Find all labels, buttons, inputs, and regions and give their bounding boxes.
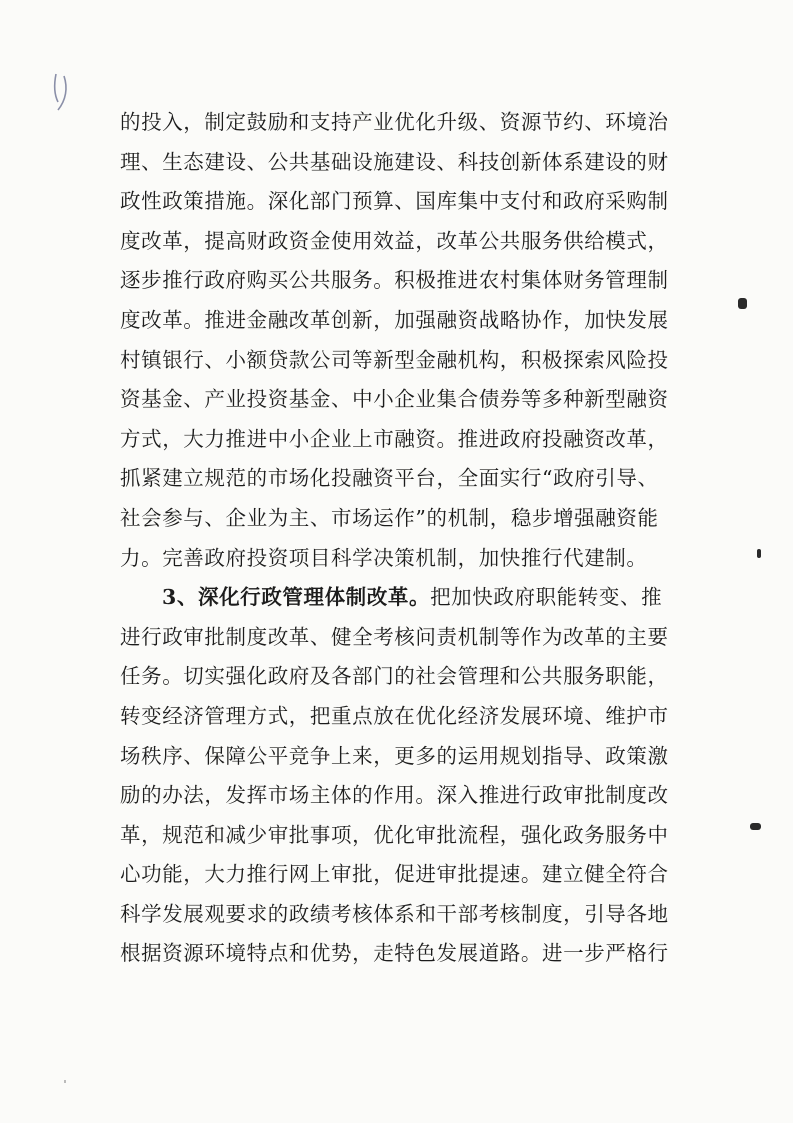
document-body <box>120 103 688 974</box>
binding-hole-mark <box>757 549 761 558</box>
text-line: 资基金、产业投资基金、中小企业集合债券等多种新型融资 <box>120 387 669 412</box>
text-line: 励的办法，发挥市场主体的作用。深入推进行政审批制度改 <box>120 783 669 808</box>
scan-speck <box>64 1080 66 1083</box>
text-line: 科学发展观要求的政绩考核体系和干部考核制度，引导各地 <box>120 901 669 926</box>
text-line: 方式，大力推进中小企业上市融资。推进政府投融资改革， <box>120 426 669 451</box>
section-3-heading: 3、深化行政管理体制改革。 <box>162 585 431 610</box>
text-line: 政性政策措施。深化部门预算、国库集中支付和政府采购制 <box>120 189 669 214</box>
text-line: 村镇银行、小额贷款公司等新型金融机构，积极探索风险投 <box>120 347 669 372</box>
text-line: 力。完善政府投资项目科学决策机制，加快推行代建制。 <box>120 545 648 570</box>
binding-hole-mark <box>738 298 747 309</box>
text-line: 革，规范和减少审批事项，优化审批流程，强化政务服务中 <box>120 822 669 847</box>
text-line: 根据资源环境特点和优势，走特色发展道路。进一步严格行 <box>120 941 669 966</box>
text-line: 逐步推行政府购买公共服务。积极推进农村集体财务管理制 <box>120 268 669 293</box>
text-line: 的投入，制定鼓励和支持产业优化升级、资源节约、环境治 <box>120 110 669 134</box>
binding-hole-mark <box>750 823 761 830</box>
text-line: 场秩序、保障公平竞争上来，更多的运用规划指导、政策激 <box>120 743 669 768</box>
text-line: 社会参与、企业为主、市场运作”的机制，稳步增强融资能 <box>120 505 659 530</box>
text-line: 理、生态建设、公共基础设施建设、科技创新体系建设的财 <box>120 149 669 174</box>
text-line: 抓紧建立规范的市场化投融资平台，全面实行“政府引导、 <box>120 466 659 491</box>
text-line: 度改革。推进金融改革创新，加强融资战略协作，加快发展 <box>120 307 669 332</box>
handwritten-mark <box>50 70 80 115</box>
text-line: 进行政审批制度改革、健全考核问责机制等作为改革的主要 <box>120 624 669 649</box>
text-line: 转变经济管理方式，把重点放在优化经济发展环境、维护市 <box>120 703 669 728</box>
text-line: 度改革，提高财政资金使用效益，改革公共服务供给模式， <box>120 228 669 253</box>
section-3-first-line-text: 把加快政府职能转变、推 <box>430 585 663 610</box>
section-3-first-line <box>120 578 688 618</box>
text-line: 心功能，大力推行网上审批，促进审批提速。建立健全符合 <box>120 862 669 887</box>
text-line: 任务。切实强化政府及各部门的社会管理和公共服务职能， <box>120 664 669 689</box>
